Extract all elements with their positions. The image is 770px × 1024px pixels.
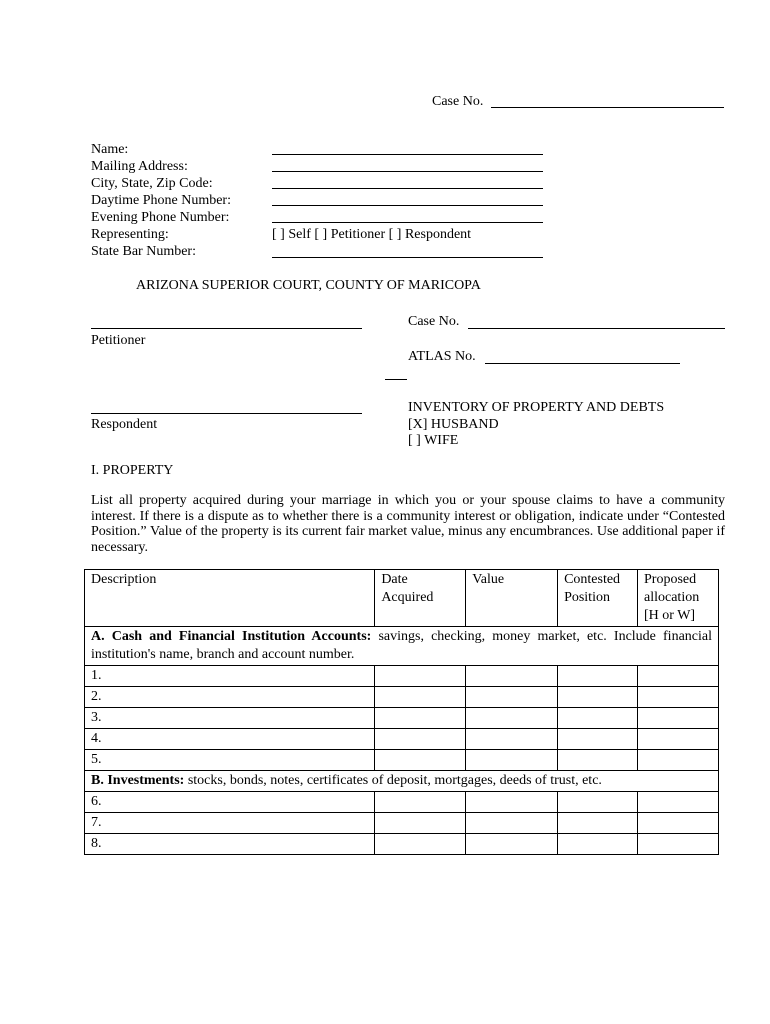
section-heading: I. PROPERTY (91, 463, 174, 478)
row-number[interactable]: 7. (85, 813, 375, 834)
row-number[interactable]: 4. (85, 729, 375, 750)
inventory-table (84, 569, 719, 855)
value-cell[interactable] (466, 687, 558, 708)
row-number[interactable]: 3. (85, 708, 375, 729)
top-case-no-field[interactable] (491, 107, 724, 108)
daytime-phone-label: Daytime Phone Number: (91, 193, 231, 208)
contested-cell[interactable] (558, 708, 638, 729)
table-row (85, 792, 719, 813)
allocation-cell[interactable] (638, 666, 719, 687)
row-number[interactable]: 1. (85, 666, 375, 687)
contested-cell[interactable] (558, 834, 638, 855)
value-cell[interactable] (466, 666, 558, 687)
table-row (85, 666, 719, 687)
representing-options[interactable]: [ ] Self [ ] Petitioner [ ] Respondent (272, 227, 472, 242)
section-a-row (85, 627, 719, 666)
allocation-cell[interactable] (638, 813, 719, 834)
date-cell[interactable] (375, 792, 466, 813)
header-contested-position: Contested Position (558, 570, 638, 627)
contested-cell[interactable] (558, 666, 638, 687)
value-cell[interactable] (466, 792, 558, 813)
date-cell[interactable] (375, 750, 466, 771)
section-a-description: A. Cash and Financial Institution Accounts: savings, checking, money market, etc. Include financial institution's name, branch and account number. (85, 627, 719, 666)
date-cell[interactable] (375, 666, 466, 687)
row-number[interactable]: 2. (85, 687, 375, 708)
contested-cell[interactable] (558, 813, 638, 834)
atlas-no-field[interactable] (485, 363, 680, 364)
row-number[interactable]: 6. (85, 792, 375, 813)
city-state-zip-label: City, State, Zip Code: (91, 176, 213, 191)
husband-checkbox[interactable]: [X] HUSBAND (408, 417, 499, 432)
contested-cell[interactable] (558, 792, 638, 813)
allocation-cell[interactable] (638, 708, 719, 729)
evening-phone-field[interactable] (272, 222, 543, 223)
mailing-address-field[interactable] (272, 171, 543, 172)
section-b-row (85, 771, 719, 792)
atlas-no-label: ATLAS No. (408, 349, 476, 364)
section-b-description: B. Investments: stocks, bonds, notes, certificates of deposit, mortgages, deeds of trust, etc. (85, 771, 719, 792)
case-no-field[interactable] (468, 328, 725, 329)
value-cell[interactable] (466, 834, 558, 855)
case-no-label: Case No. (408, 314, 460, 329)
header-proposed-allocation: Proposed allocation [H or W] (638, 570, 719, 627)
top-case-no-label: Case No. (432, 94, 484, 109)
contested-cell[interactable] (558, 729, 638, 750)
header-value: Value (466, 570, 558, 627)
daytime-phone-field[interactable] (272, 205, 543, 206)
date-cell[interactable] (375, 813, 466, 834)
date-cell[interactable] (375, 834, 466, 855)
state-bar-number-label: State Bar Number: (91, 244, 196, 259)
court-title: ARIZONA SUPERIOR COURT, COUNTY OF MARICOPA (136, 278, 481, 293)
allocation-cell[interactable] (638, 834, 719, 855)
city-state-zip-field[interactable] (272, 188, 543, 189)
petitioner-label: Petitioner (91, 333, 146, 348)
row-number[interactable]: 8. (85, 834, 375, 855)
date-cell[interactable] (375, 729, 466, 750)
respondent-label: Respondent (91, 417, 158, 432)
allocation-cell[interactable] (638, 729, 719, 750)
date-cell[interactable] (375, 708, 466, 729)
state-bar-number-field[interactable] (272, 257, 543, 258)
atlas-no-field-continuation (385, 379, 407, 380)
date-cell[interactable] (375, 687, 466, 708)
name-field[interactable] (272, 154, 543, 155)
respondent-name-field[interactable] (91, 413, 362, 414)
value-cell[interactable] (466, 813, 558, 834)
table-row (85, 834, 719, 855)
table-header-row (85, 570, 719, 627)
row-number[interactable]: 5. (85, 750, 375, 771)
value-cell[interactable] (466, 750, 558, 771)
header-description: Description (85, 570, 375, 627)
contested-cell[interactable] (558, 687, 638, 708)
table-row (85, 708, 719, 729)
allocation-cell[interactable] (638, 792, 719, 813)
evening-phone-label: Evening Phone Number: (91, 210, 230, 225)
allocation-cell[interactable] (638, 687, 719, 708)
document-title: INVENTORY OF PROPERTY AND DEBTS (408, 400, 665, 415)
name-label: Name: (91, 142, 129, 157)
table-row (85, 750, 719, 771)
instructions-paragraph: List all property acquired during your marriage in which you or your spouse claims to have a community interest. If there is a dispute as to whether there is a community interest or obligation, indicate under “Contested Position.” Value of the property is its current fair market value, minus any encumbrances. Use additional paper if necessary. (91, 493, 725, 555)
allocation-cell[interactable] (638, 750, 719, 771)
table-row (85, 729, 719, 750)
value-cell[interactable] (466, 708, 558, 729)
table-row (85, 813, 719, 834)
value-cell[interactable] (466, 729, 558, 750)
contested-cell[interactable] (558, 750, 638, 771)
header-date-acquired: Date Acquired (375, 570, 466, 627)
table-row (85, 687, 719, 708)
mailing-address-label: Mailing Address: (91, 159, 188, 174)
wife-checkbox[interactable]: [ ] WIFE (408, 433, 459, 448)
representing-label: Representing: (91, 227, 169, 242)
petitioner-name-field[interactable] (91, 328, 362, 329)
